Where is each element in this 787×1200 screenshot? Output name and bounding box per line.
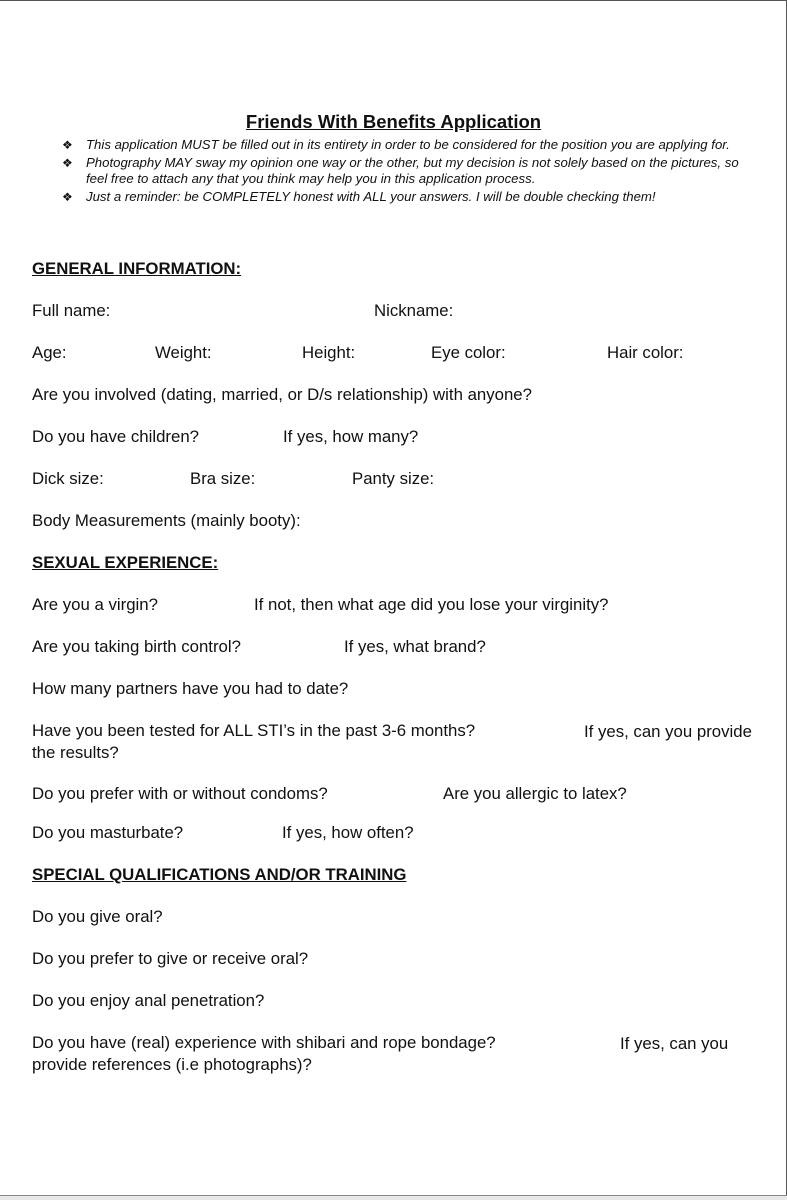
- full-name-field[interactable]: Full name:: [32, 301, 111, 320]
- sti-results-question[interactable]: If yes, can you provide the results?: [32, 722, 752, 762]
- latex-question[interactable]: Are you allergic to latex?: [443, 784, 627, 803]
- body-measurements-field[interactable]: Body Measurements (mainly booty):: [32, 511, 301, 530]
- condoms-question[interactable]: Do you prefer with or without condoms?: [32, 784, 328, 803]
- children-question[interactable]: Do you have children?: [32, 427, 199, 446]
- virgin-age-question[interactable]: If not, then what age did you lose your virginity?: [254, 595, 609, 614]
- document-title: Friends With Benefits Application: [245, 111, 542, 132]
- bra-size-field[interactable]: Bra size:: [190, 469, 256, 488]
- diamond-bullet-icon: ❖: [62, 190, 73, 204]
- hair-color-field[interactable]: Hair color:: [607, 343, 684, 362]
- section-heading-sexual: SEXUAL EXPERIENCE:: [32, 553, 219, 572]
- involved-question[interactable]: Are you involved (dating, married, or D/s relationship) with anyone?: [32, 385, 532, 404]
- instruction-text: This application MUST be filled out in its entirety in order to be considered for the position you are applying for.: [86, 137, 730, 152]
- instruction-item: [62, 189, 752, 205]
- diamond-bullet-icon: ❖: [62, 138, 73, 152]
- section-heading-special: SPECIAL QUALIFICATIONS AND/OR TRAINING: [32, 865, 407, 884]
- references-question[interactable]: If yes, can you provide references (i.e photographs)?: [32, 1034, 729, 1074]
- shibari-question[interactable]: Do you have (real) experience with shibari and rope bondage?: [32, 1033, 496, 1052]
- instruction-list: [62, 137, 752, 207]
- how-often-question[interactable]: If yes, how often?: [282, 823, 414, 842]
- birth-control-question[interactable]: Are you taking birth control?: [32, 637, 241, 656]
- brand-question[interactable]: If yes, what brand?: [344, 637, 486, 656]
- instruction-text: Just a reminder: be COMPLETELY honest with ALL your answers. I will be double checking them!: [86, 189, 656, 204]
- weight-field[interactable]: Weight:: [155, 343, 212, 362]
- panty-size-field[interactable]: Panty size:: [352, 469, 435, 488]
- eye-color-field[interactable]: Eye color:: [431, 343, 506, 362]
- page-bottom-band: [0, 1196, 787, 1200]
- diamond-bullet-icon: ❖: [62, 156, 73, 170]
- virgin-question[interactable]: Are you a virgin?: [32, 595, 158, 614]
- dick-size-field[interactable]: Dick size:: [32, 469, 104, 488]
- partners-question[interactable]: How many partners have you had to date?: [32, 679, 349, 698]
- give-receive-question[interactable]: Do you prefer to give or receive oral?: [32, 949, 309, 968]
- anal-question[interactable]: Do you enjoy anal penetration?: [32, 991, 265, 1010]
- age-field[interactable]: Age:: [32, 343, 67, 362]
- give-oral-question[interactable]: Do you give oral?: [32, 907, 163, 926]
- instruction-item: [62, 137, 752, 153]
- height-field[interactable]: Height:: [302, 343, 356, 362]
- sti-tested-question[interactable]: Have you been tested for ALL STI’s in the past 3-6 months?: [32, 721, 476, 740]
- page-border-top: [0, 0, 787, 1]
- masturbate-question[interactable]: Do you masturbate?: [32, 823, 184, 842]
- children-count-question[interactable]: If yes, how many?: [283, 427, 419, 446]
- instruction-text: Photography MAY sway my opinion one way or the other, but my decision is not solely based on the pictures, so feel free to attach any that you think may help you in this application process.: [86, 155, 739, 186]
- nickname-field[interactable]: Nickname:: [374, 301, 454, 320]
- section-heading-general: GENERAL INFORMATION:: [32, 259, 242, 278]
- instruction-item: [62, 155, 752, 187]
